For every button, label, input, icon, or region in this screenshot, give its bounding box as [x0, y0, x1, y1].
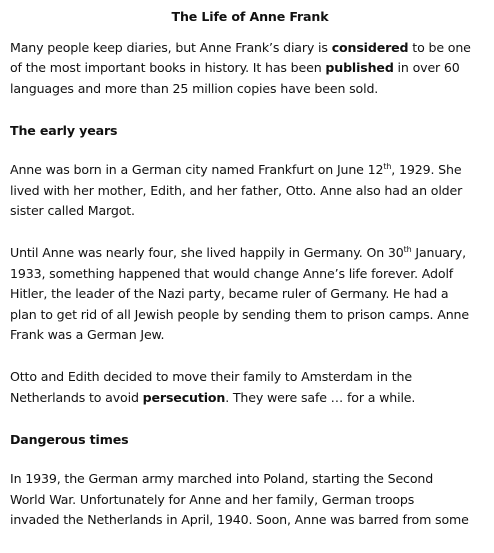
text-line: sister called Margot. [10, 203, 135, 219]
bold-keyword: published [325, 60, 394, 76]
ordinal-suffix: th [383, 162, 392, 172]
text-run: in over 60 [393, 60, 460, 76]
early-years-paragraph-1 [10, 160, 490, 221]
text-line: languages and more than 25 million copies have been sold. [10, 80, 379, 96]
text-line: Frank was a German Jew. [10, 327, 165, 343]
text-run: to be one [408, 40, 471, 55]
document-title: The Life of Anne Frank [171, 9, 329, 24]
text-line [10, 243, 490, 263]
early-years-paragraph-2 [10, 243, 490, 345]
ordinal-suffix: th [403, 245, 412, 255]
text-line [10, 160, 490, 180]
text-line: Otto and Edith decided to move their family to Amsterdam in the [10, 369, 412, 385]
intro-paragraph [10, 38, 490, 99]
text-line: invaded the Netherlands in April, 1940. Soon, Anne was barred from some [10, 512, 469, 528]
text-run: Until Anne was nearly four, she lived happily in Germany. On 30 [10, 245, 404, 261]
text-line [10, 58, 490, 78]
text-run: Anne was born in a German city named Frankfurt on June 12 [10, 162, 384, 178]
text-run: , 1929. She [391, 162, 462, 178]
text-run: . They were safe … for a while. [225, 389, 416, 405]
bold-keyword: considered [331, 40, 409, 55]
text-run: of the most important books in history. It has been [10, 60, 326, 76]
text-run: Many people keep diaries, but Anne Frank’s diary is [10, 40, 332, 55]
text-line: 1933, something happened that would change Anne’s life forever. Adolf [10, 265, 454, 281]
text-line: plan to get rid of all Jewish people by sending them to prison camps. Anne [10, 306, 469, 322]
document-page [10, 7, 490, 553]
text-run: Netherlands to avoid [10, 389, 143, 405]
text-run: January, [411, 245, 466, 261]
text-line [10, 388, 490, 408]
text-line: lived with her mother, Edith, and her father, Otto. Anne also had an older [10, 182, 463, 198]
section-heading-dangerous-times: Dangerous times [10, 432, 129, 448]
bold-keyword: persecution [142, 389, 226, 405]
text-line: World War. Unfortunately for Anne and her family, German troops [10, 491, 415, 507]
text-line: In 1939, the German army marched into Poland, starting the Second [10, 471, 434, 487]
section-heading-early-years: The early years [10, 123, 118, 139]
text-line: Hitler, the leader of the Nazi party, became ruler of Germany. He had a [10, 286, 449, 302]
text-line [10, 38, 490, 58]
early-years-paragraph-3 [10, 367, 490, 408]
